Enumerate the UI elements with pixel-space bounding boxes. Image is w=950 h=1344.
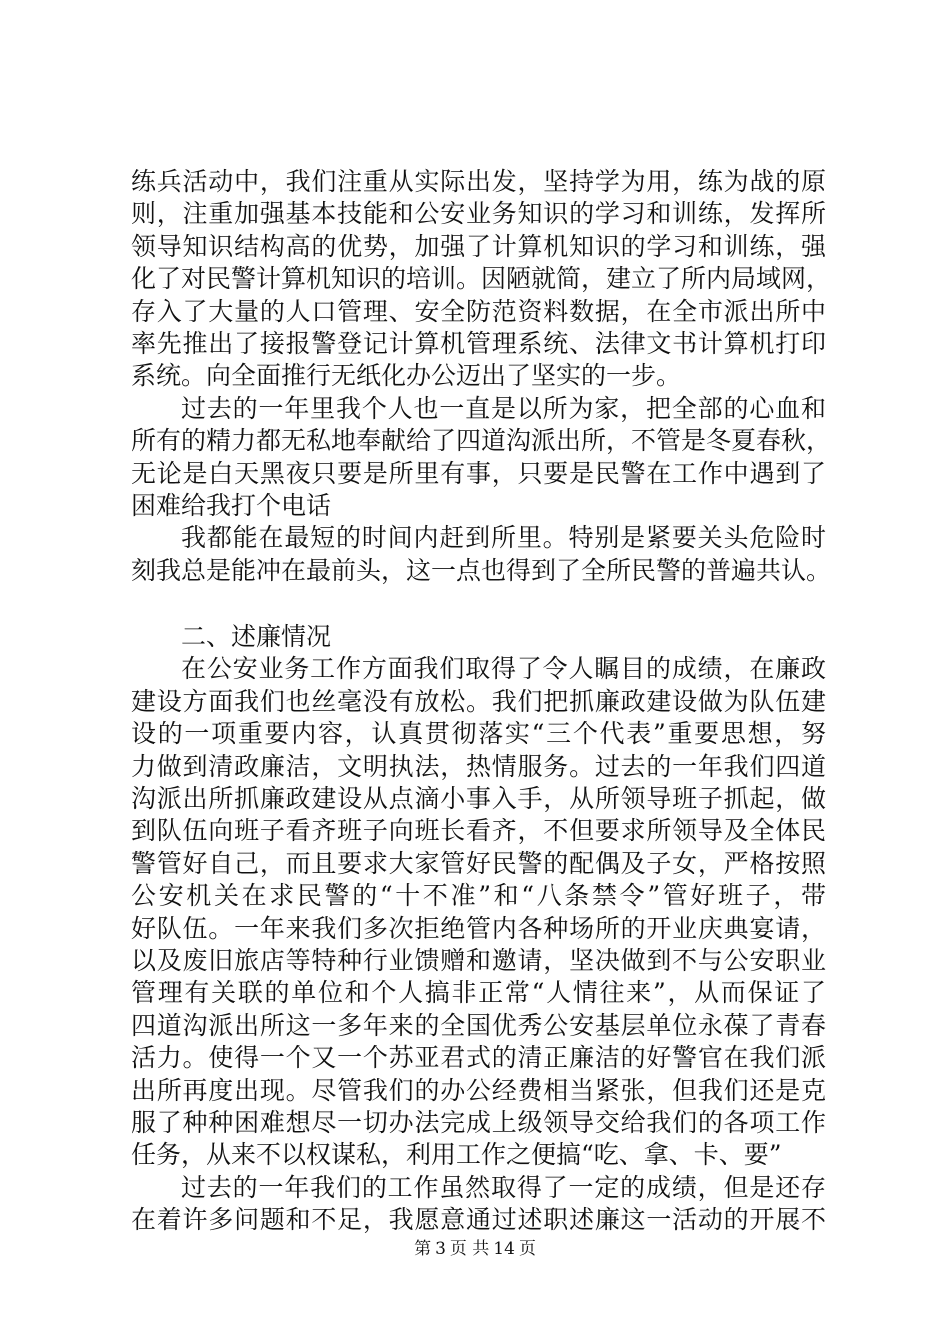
paragraph-line: 在公安业务工作方面我们取得了令人瞩目的成绩，在廉政: [181, 654, 826, 684]
paragraph-line: 建设方面我们也丝毫没有放松。我们把抓廉政建设做为队伍建: [131, 686, 826, 716]
paragraph-line: 在着许多问题和不足，我愿意通过述职述廉这一活动的开展不: [131, 1205, 826, 1235]
paragraph-line: 活力。使得一个又一个苏亚君式的清正廉洁的好警官在我们派: [131, 1043, 826, 1073]
paragraph-line: 以及废旧旅店等特种行业馈赠和邀请，坚决做到不与公安职业: [131, 945, 826, 975]
paragraph-line: 设的一项重要内容，认真贯彻落实“三个代表”重要思想，努: [131, 719, 826, 749]
paragraph-gap: [131, 587, 826, 621]
page-label-suffix: 页: [518, 1239, 536, 1259]
page-number: 3: [435, 1239, 446, 1259]
page-label-middle: 页 共: [449, 1239, 490, 1259]
paragraph-line: 练兵活动中，我们注重从实际出发，坚持学为用，练为战的原: [131, 167, 826, 196]
paragraph-line: 过去的一年里我个人也一直是以所为家，把全部的心血和: [181, 393, 826, 423]
document-body: [131, 166, 832, 1237]
paragraph-line: 存入了大量的人口管理、安全防范资料数据，在全市派出所中: [131, 296, 826, 326]
paragraph-line: 管理有关联的单位和个人搞非正常“人情往来”，从而保证了: [131, 978, 826, 1008]
page-label-prefix: 第: [414, 1239, 432, 1259]
total-pages: 14: [493, 1239, 515, 1259]
page-footer: [0, 1238, 950, 1260]
paragraph-line: 服了种种困难想尽一切办法完成上级领导交给我们的各项工作: [131, 1107, 826, 1137]
paragraph-line: 任务，从来不以权谋私，利用工作之便搞“吃、拿、卡、要”: [131, 1140, 782, 1170]
paragraph-line: 出所再度出现。尽管我们的办公经费相当紧张，但我们还是克: [131, 1075, 826, 1105]
paragraph-line: 过去的一年我们的工作虽然取得了一定的成绩，但是还存: [181, 1172, 826, 1202]
paragraph-line: 无论是白天黑夜只要是所里有事，只要是民警在工作中遇到了: [131, 458, 826, 488]
paragraph-line: 好队伍。一年来我们多次拒绝管内各种场所的开业庆典宴请，: [131, 913, 826, 943]
paragraph-line: 我都能在最短的时间内赶到所里。特别是紧要关头危险时: [181, 523, 826, 553]
paragraph-line: 警管好自己，而且要求大家管好民警的配偶及子女，严格按照: [131, 848, 826, 878]
paragraph-line: 刻我总是能冲在最前头，这一点也得到了全所民警的普遍共认。: [131, 555, 832, 585]
paragraph-line: 沟派出所抓廉政建设从点滴小事入手，从所领导班子抓起，做: [131, 784, 826, 814]
paragraph-line: 四道沟派出所这一多年来的全国优秀公安基层单位永葆了青春: [131, 1010, 826, 1040]
paragraph-line: 公安机关在求民警的“十不准”和“八条禁令”管好班子，带: [131, 881, 826, 911]
paragraph-line: 率先推出了接报警登记计算机管理系统、法律文书计算机打印: [131, 328, 826, 358]
paragraph-line: 系统。向全面推行无纸化办公迈出了坚实的一步。: [131, 361, 682, 391]
paragraph-line: 化了对民警计算机知识的培训。因陋就简，建立了所内局域网，: [131, 264, 832, 294]
paragraph-line: 领导知识结构高的优势，加强了计算机知识的学习和训练，强: [131, 231, 826, 261]
paragraph-line: 力做到清政廉洁，文明执法，热情服务。过去的一年我们四道: [131, 751, 826, 781]
section-heading: 二、述廉情况: [181, 622, 332, 652]
paragraph-line: 困难给我打个电话: [131, 490, 332, 520]
paragraph-line: 所有的精力都无私地奉献给了四道沟派出所，不管是冬夏春秋，: [131, 426, 832, 456]
paragraph-line: 到队伍向班子看齐班子向班长看齐，不但要求所领导及全体民: [131, 816, 826, 846]
paragraph-line: 则，注重加强基本技能和公安业务知识的学习和训练，发挥所: [131, 199, 826, 229]
